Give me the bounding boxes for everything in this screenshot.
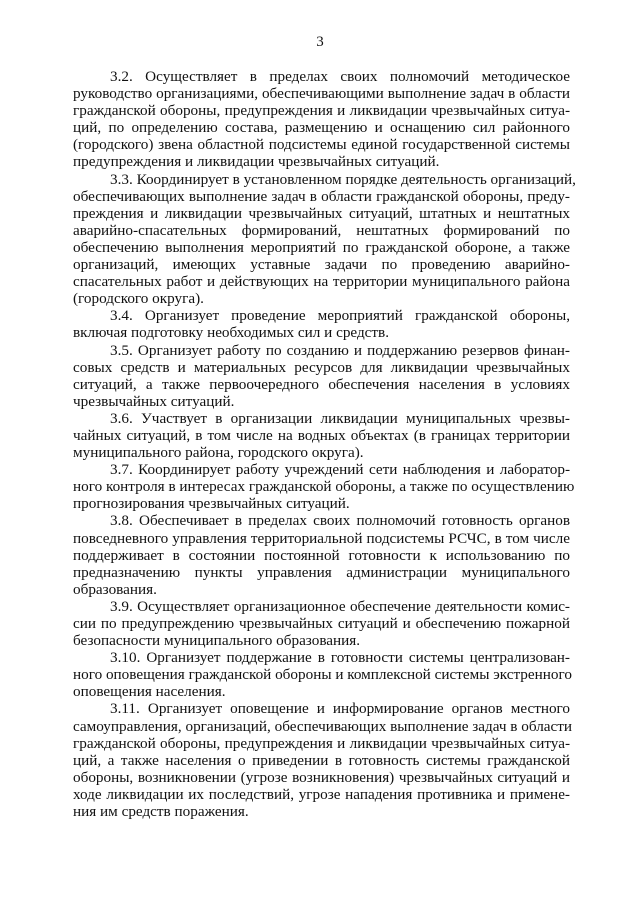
text-line: (городского) звена областной подсистемы единой государственной системы [73, 136, 570, 154]
text-line: руководство организациями, обеспечивающими выполнение задач в области [73, 85, 570, 103]
text-line: 3.2. Осуществляет в пределах своих полномочий методическое [110, 68, 570, 85]
text-line: (городского округа). [73, 290, 204, 308]
text-line: преждения и ликвидации чрезвычайных ситуаций, штатных и нештатных [73, 204, 570, 222]
text-line: предупреждения и ликвидации чрезвычайных ситуаций. [73, 153, 440, 171]
text-line: прогнозирования чрезвычайных ситуаций. [73, 495, 350, 513]
paragraph-3-5 [73, 342, 570, 410]
page-number: 3 [316, 34, 324, 50]
text-line: включая подготовку необходимых сил и средств. [73, 324, 390, 342]
text-line: предназначению пункты управления администрации муниципального [73, 563, 570, 581]
paragraph-3-11 [73, 700, 573, 821]
text-line: ходе ликвидации их последствий, угрозе нападения противника и примене- [73, 785, 570, 803]
text-line: организаций, имеющих уставные задачи по проведению аварийно- [73, 256, 570, 274]
text-line: 3.7. Координирует работу учреждений сети наблюдения и лаборатор- [110, 461, 570, 479]
text-line: самоуправления, организаций, обеспечивающих выполнение задач в области [73, 717, 573, 735]
text-line: гражданской обороны, предупреждения и ликвидации чрезвычайных ситуа- [73, 102, 570, 120]
text-line: муниципального района, городского округа). [73, 444, 364, 462]
text-line: ций, по определению состава, размещению и оснащению сил районного [73, 119, 570, 137]
paragraph-3-10 [73, 649, 570, 700]
text-line: ситуаций, а также первоочередного обеспечения населения в условиях [73, 375, 570, 393]
text-line: 3.3. Координирует в установленном порядке деятельность организаций, [110, 170, 576, 188]
text-line: ния им средств поражения. [73, 803, 249, 821]
paragraph-3-4 [73, 307, 570, 341]
text-line: чрезвычайных ситуаций. [73, 392, 235, 410]
text-line: безопасности муниципального образования. [73, 632, 361, 650]
paragraph-3-8 [73, 512, 570, 597]
text-line: ций, а также населения о приведении в готовность системы гражданской [73, 751, 570, 769]
text-line: спасательных работ и действующих на территории муниципального района [73, 273, 570, 291]
text-line: ного оповещения гражданской обороны и комплексной системы экстренного [73, 666, 572, 684]
paragraph-3-7 [73, 461, 575, 513]
text-line: гражданской обороны, предупреждения и ликвидации чрезвычайных ситуа- [73, 734, 570, 752]
text-line: обеспечению выполнения мероприятий по гражданской обороне, а также [73, 238, 570, 256]
text-line: 3.8. Обеспечивает в пределах своих полномочий готовность органов [110, 512, 570, 530]
paragraph-3-9 [73, 598, 570, 649]
text-line: 3.11. Организует оповещение и информирование органов местного [110, 700, 570, 718]
paragraph-3-6 [73, 410, 570, 461]
paragraph-3-3 [73, 170, 576, 308]
paragraph-3-2 [73, 68, 570, 171]
text-line: обеспечивающих выполнение задач в области гражданской обороны, преду- [73, 187, 570, 205]
text-line: образования. [73, 580, 157, 598]
text-line: поддерживает в состоянии постоянной готовности к использованию по [73, 546, 570, 564]
text-line: 3.9. Осуществляет организационное обеспечение деятельности комис- [110, 597, 570, 615]
text-line: 3.6. Участвует в организации ликвидации муниципальных чрезвы- [110, 409, 570, 427]
text-line: чайных ситуаций, в том числе на водных объектах (в границах территории [73, 426, 570, 444]
text-line: 3.5. Организует работу по созданию и поддержанию резервов финан- [110, 341, 570, 359]
document-body [73, 68, 576, 821]
text-line: сии по предупреждению чрезвычайных ситуаций и обеспечению пожарной [73, 615, 570, 632]
text-line: 3.4. Организует проведение мероприятий гражданской обороны, [110, 307, 570, 325]
text-line: ного контроля в интересах гражданской обороны, а также по осуществлению [73, 478, 575, 496]
text-line: обороны, возникновении (угрозе возникновения) чрезвычайных ситуаций и [73, 768, 570, 786]
text-line: повседневного управления территориальной подсистемы РСЧС, в том числе [73, 529, 570, 547]
text-line: совых средств и материальных ресурсов для ликвидации чрезвычайных [73, 358, 570, 376]
text-line: аварийно-спасательных формирований, нештатных формирований по [73, 221, 570, 239]
text-line: 3.10. Организует поддержание в готовности системы централизован- [110, 649, 570, 667]
text-line: оповещения населения. [73, 683, 226, 701]
